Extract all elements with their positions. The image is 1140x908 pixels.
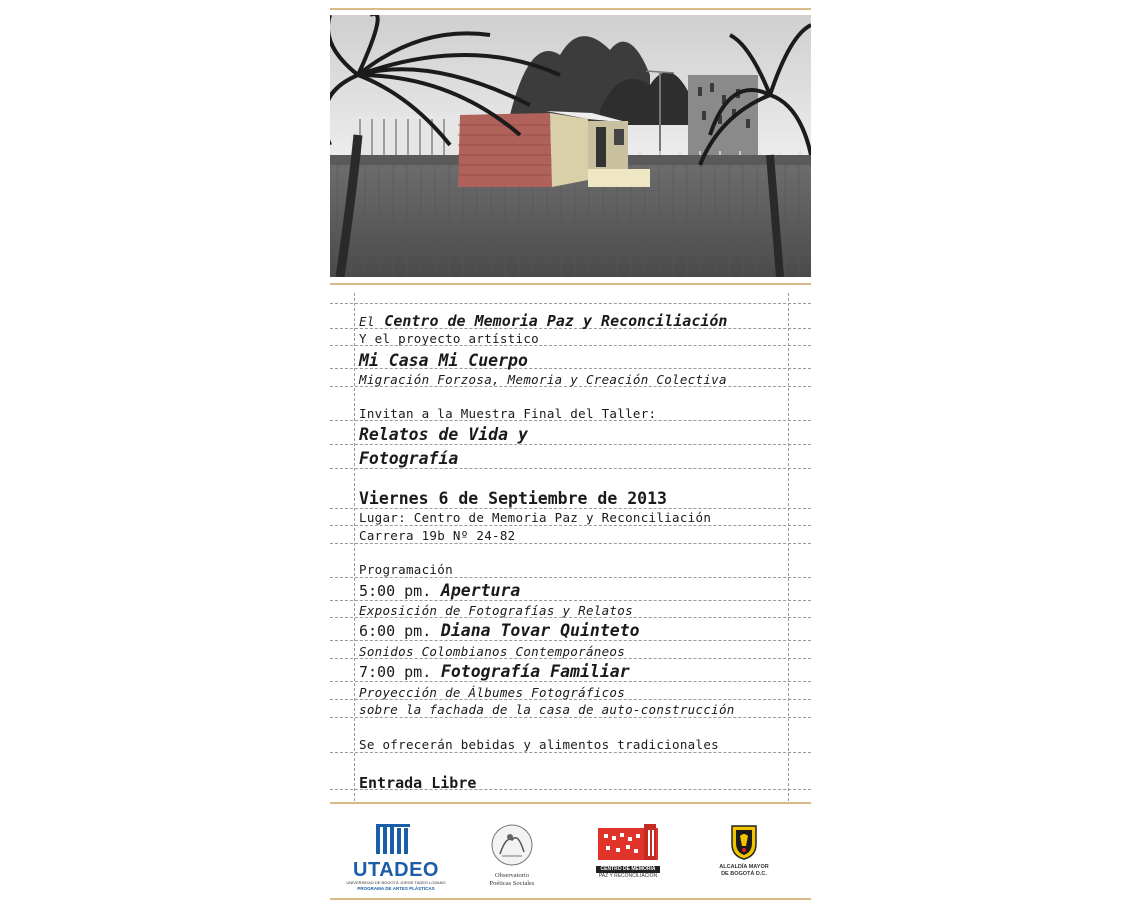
refreshments-note: Se ofrecerán bebidas y alimentos tradicionales xyxy=(359,737,719,752)
centro-memoria-line2: PAZ Y RECONCILIACIÓN xyxy=(598,873,658,879)
centro-memoria-logo xyxy=(596,822,660,892)
lower-divider xyxy=(330,802,811,804)
ruled-line xyxy=(330,640,811,641)
observatorio-line2: Poéticas Sociales xyxy=(489,880,535,887)
ruled-line xyxy=(330,468,811,469)
brick-house-photo xyxy=(330,15,811,277)
ruled-line xyxy=(330,508,811,509)
sponsor-logos xyxy=(330,810,811,902)
project-subtitle: Migración Forzosa, Memoria y Creación Colectiva xyxy=(359,372,727,387)
utadeo-university-line: UNIVERSIDAD DE BOGOTÁ JORGE TADEO LOZANO xyxy=(346,880,446,885)
host-line xyxy=(359,311,727,330)
alcaldia-line1: ALCALDÍA MAYOR xyxy=(719,864,769,870)
utadeo-program-line: PROGRAMA DE ARTES PLÁSTICAS xyxy=(357,886,435,891)
utadeo-wordmark: UTADEO xyxy=(353,859,439,881)
bottom-divider xyxy=(330,898,811,900)
centro-memoria-line1: CENTRO DE MEMORIA xyxy=(596,866,660,873)
centro-memoria-building-icon xyxy=(596,822,660,862)
ruled-line xyxy=(330,752,811,753)
top-divider xyxy=(330,8,811,10)
utadeo-emblem-icon xyxy=(346,822,446,856)
right-margin-line xyxy=(788,293,789,801)
event-address: Carrera 19b Nº 24-82 xyxy=(359,528,516,543)
ruled-line xyxy=(330,600,811,601)
event-photograph xyxy=(330,15,811,277)
project-intro: Y el proyecto artístico xyxy=(359,331,539,346)
workshop-title-line2: Fotografía xyxy=(359,449,459,468)
observatorio-emblem-icon xyxy=(480,822,544,868)
program-time: 6:00 pm. xyxy=(359,622,432,640)
host-name: Centro de Memoria Paz y Reconciliación xyxy=(384,312,728,330)
program-detail: Proyección de Álbumes Fotográficos xyxy=(359,685,626,700)
invitation-text-panel xyxy=(330,289,811,805)
alcaldia-logo xyxy=(714,822,774,892)
mid-divider xyxy=(330,283,811,285)
workshop-title-line1: Relatos de Vida y xyxy=(359,425,528,444)
entry-note: Entrada Libre xyxy=(359,774,477,792)
program-detail: Sonidos Colombianos Contemporáneos xyxy=(359,644,626,659)
project-title: Mi Casa Mi Cuerpo xyxy=(359,351,528,370)
observatorio-line1: Observatorio xyxy=(495,872,529,879)
utadeo-logo xyxy=(346,822,446,892)
program-title: Fotografía Familiar xyxy=(440,662,630,681)
ruled-line xyxy=(330,303,811,304)
program-title: Diana Tovar Quinteto xyxy=(440,621,640,640)
program-title: Apertura xyxy=(440,581,521,600)
program-item-3 xyxy=(359,662,630,681)
program-item-1 xyxy=(359,581,520,600)
ruled-line xyxy=(330,717,811,718)
left-margin-line xyxy=(354,293,355,801)
invite-line: Invitan a la Muestra Final del Taller: xyxy=(359,406,657,421)
ruled-line xyxy=(330,543,811,544)
ruled-line xyxy=(330,681,811,682)
program-detail: sobre la fachada de la casa de auto-construcción xyxy=(359,702,735,717)
alcaldia-line2: DE BOGOTÁ D.C. xyxy=(721,871,767,877)
host-prefix: El xyxy=(359,314,375,329)
program-item-2 xyxy=(359,621,640,640)
program-time: 7:00 pm. xyxy=(359,663,432,681)
ruled-line xyxy=(330,444,811,445)
event-date: Viernes 6 de Septiembre de 2013 xyxy=(359,489,667,508)
ruled-line xyxy=(330,525,811,526)
ruled-line xyxy=(330,577,811,578)
program-heading: Programación xyxy=(359,562,453,577)
program-time: 5:00 pm. xyxy=(359,582,432,600)
observatorio-logo xyxy=(480,822,544,892)
invitation-card xyxy=(330,8,811,902)
bogota-coat-of-arms-icon xyxy=(714,822,774,860)
event-place: Lugar: Centro de Memoria Paz y Reconciliación xyxy=(359,510,712,525)
program-detail: Exposición de Fotografías y Relatos xyxy=(359,603,633,618)
